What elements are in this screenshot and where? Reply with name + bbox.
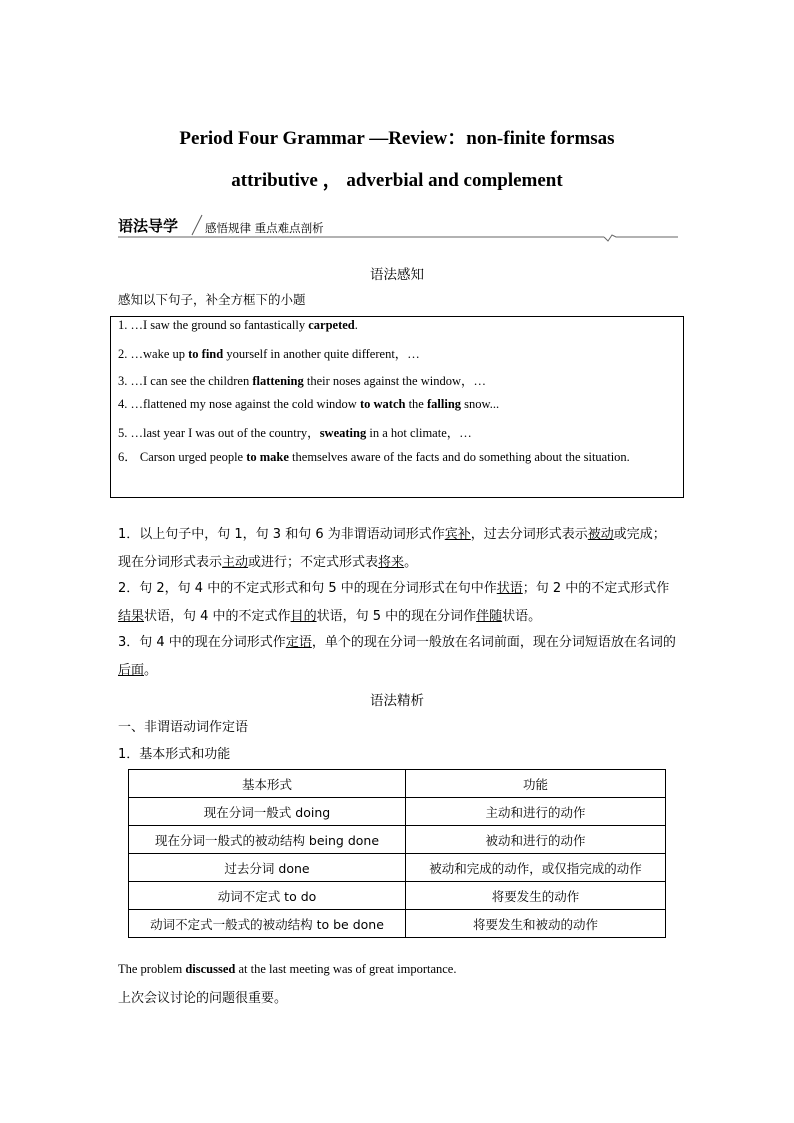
table-header-cell: 基本形式: [129, 770, 406, 798]
example-1: 1. …I saw the ground so fantastically carpeted.: [118, 318, 358, 332]
table-cell: 过去分词 done: [129, 854, 406, 882]
subsection-heading: 一、非谓语动词作定语: [118, 720, 249, 735]
page-title: Period Four Grammar —Review：non-finite formsas: [179, 128, 615, 149]
table-row: [129, 910, 666, 938]
instruction-text: 感知以下句子，补全方框下的小题: [118, 292, 306, 307]
table-cell: 被动和进行的动作: [406, 826, 666, 854]
table-cell: 动词不定式 to do: [129, 882, 406, 910]
section-heading-perception: 语法感知: [370, 267, 424, 283]
forms-table: [128, 769, 666, 938]
table-cell: 被动和完成的动作，或仅指完成的动作: [406, 854, 666, 882]
table-row: [129, 882, 666, 910]
table-cell: 将要发生和被动的动作: [406, 910, 666, 938]
banner-slash-icon: [190, 214, 204, 236]
subsection-heading-2: 1．基本形式和功能: [118, 747, 231, 762]
table-row: [129, 854, 666, 882]
note-1: 1．以上句子中，句 1，句 3 和句 6 为非谓语动词形式作宾补，过去分词形式表示被动或完成；现在分词形式表示主动或进行；不定式形式表将来。: [118, 527, 666, 570]
example-translation: 上次会议讨论的问题很重要。: [118, 991, 288, 1006]
example-sentence: The problem discussed at the last meeting was of great importance.: [118, 962, 457, 976]
table-row: [129, 826, 666, 854]
example-4: 4. …flattened my nose against the cold window to watch the falling snow...: [118, 397, 500, 411]
example-5: 5. …last year I was out of the country，sweating in a hot climate，…: [118, 426, 472, 440]
example-6: 6． Carson urged people to make themselves aware of the facts and do something about the situation.: [118, 450, 630, 464]
banner-rule: [118, 234, 678, 242]
table-cell: 现在分词一般式 doing: [129, 798, 406, 826]
table-cell: 动词不定式一般式的被动结构 to be done: [129, 910, 406, 938]
section-heading-analysis: 语法精析: [370, 693, 424, 709]
table-header-cell: 功能: [406, 770, 666, 798]
note-2: 2．句 2，句 4 中的不定式形式和句 5 中的现在分词形式在句中作状语；句 2 中的不定式形式作结果状语，句 4 中的不定式作目的状语，句 5 中的现在分词作伴随状语。: [118, 581, 670, 624]
section-banner-subtitle: 感悟规律 重点难点剖析: [205, 221, 324, 235]
table-cell: 将要发生的动作: [406, 882, 666, 910]
page-title-line2: attributive ， adverbial and complement: [231, 170, 563, 191]
note-3: 3．句 4 中的现在分词形式作定语，单个的现在分词一般放在名词前面，现在分词短语放在名词的后面。: [118, 635, 676, 678]
table-cell: 主动和进行的动作: [406, 798, 666, 826]
example-3: 3. …I can see the children flattening their noses against the window，…: [118, 374, 486, 388]
example-2: 2. …wake up to find yourself in another quite different，…: [118, 347, 420, 361]
table-header-row: [129, 770, 666, 798]
table-row: [129, 798, 666, 826]
table-cell: 现在分词一般式的被动结构 being done: [129, 826, 406, 854]
section-banner-label: 语法导学: [118, 217, 179, 235]
